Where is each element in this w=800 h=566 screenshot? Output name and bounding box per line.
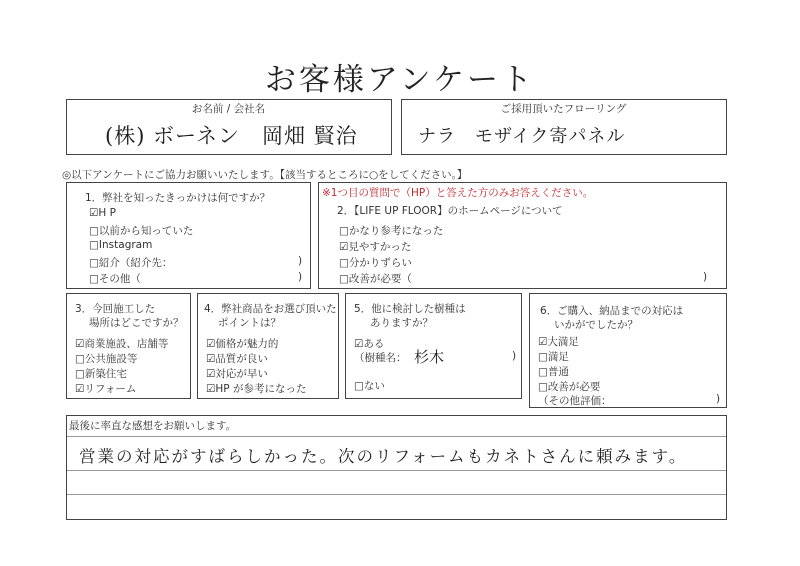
question-2-note: ※1つ目の質問で（HP）と答えた方のみお答えください。 [322, 187, 594, 199]
q4-option-hp-helpful[interactable]: ☑HP が参考になった [206, 383, 307, 395]
flooring-box [401, 99, 727, 155]
q1-option-referral[interactable]: □紹介（紹介先： [89, 257, 173, 269]
instruction-text: ◎以下アンケートにご協力お願いいたします。【該当するところに○をしてください。】 [62, 169, 468, 181]
q4-option-quality[interactable]: ☑品質が良い [206, 353, 268, 365]
comments-rule-3 [67, 494, 726, 495]
question-3-box [66, 293, 191, 399]
q6-option-very-satisfied[interactable]: ☑大満足 [538, 336, 579, 348]
comments-rule-1 [67, 436, 726, 437]
q5-species-label: （樹種名： [354, 352, 407, 364]
comments-value: 営業の対応がすばらしかった。次のリフォームもカネトさんに頼みます。 [79, 447, 688, 466]
flooring-label: ご採用頂いたフローリング [500, 103, 627, 115]
survey-title: お客様アンケート [264, 62, 536, 98]
question-5-box [345, 293, 522, 399]
q2-option-hard-to-understand[interactable]: □分かりずらい [339, 257, 412, 269]
comments-box [66, 415, 727, 520]
question-6-line2: いかがでしたか？ [554, 319, 638, 331]
comments-label: 最後に率直な感想をお願いします。 [69, 420, 237, 432]
q2-option-easy-to-see[interactable]: ☑見やすかった [339, 241, 412, 253]
q2-close-paren: ) [703, 271, 708, 283]
q2-option-very-helpful[interactable]: □かなり参考になった [339, 225, 444, 237]
q1-other-close-paren: ) [298, 271, 303, 283]
question-3-line2: 場所はどこですか？ [89, 317, 184, 329]
q1-option-known-before[interactable]: □以前から知っていた [89, 225, 194, 237]
q6-option-normal[interactable]: □普通 [538, 366, 569, 378]
q6-option-satisfied[interactable]: □満足 [538, 351, 569, 363]
q5-option-no[interactable]: □ない [354, 380, 385, 392]
q6-close-paren: ) [716, 393, 721, 405]
q4-option-response[interactable]: ☑対応が早い [206, 368, 268, 380]
question-3-line1: 3．今回施工した [75, 303, 156, 315]
q6-other-evaluation[interactable]: （その他評価： [538, 395, 612, 407]
q3-option-reform[interactable]: ☑リフォーム [75, 383, 137, 395]
name-value: (株) ボーネン 岡畑 賢治 [105, 124, 358, 148]
comments-rule-2 [67, 470, 726, 471]
question-5-line1: 5．他に検討した樹種は [354, 303, 466, 315]
question-6-line1: 6．ご購入、納品までの対応は [540, 305, 684, 317]
q6-option-needs-improvement[interactable]: □改善が必要 [538, 381, 601, 393]
q4-option-price[interactable]: ☑価格が魅力的 [206, 338, 279, 350]
name-label: お名前 / 会社名 [191, 103, 266, 115]
question-4-line2: ポイントは？ [218, 317, 281, 329]
flooring-value: ナラ モザイク寄パネル [418, 126, 626, 147]
name-box [66, 99, 392, 155]
question-1-text: 1．弊社を知ったきっかけは何ですか？ [85, 192, 271, 204]
question-4-box [197, 293, 339, 399]
q3-option-public[interactable]: □公共施設等 [75, 353, 138, 365]
question-1-box [66, 182, 311, 289]
question-4-line1: 4．弊社商品をお選び頂いた [204, 303, 337, 315]
q1-option-hp[interactable]: ☑H P [89, 207, 116, 219]
question-2-box [318, 182, 727, 289]
question-5-line2: ありますか？ [370, 317, 433, 329]
q5-option-yes[interactable]: ☑ある [354, 338, 385, 350]
question-2-text: 2．【LIFE UP FLOOR】のホームページについて [337, 205, 563, 217]
q1-option-other[interactable]: □その他（ [89, 273, 141, 285]
q1-option-instagram[interactable]: □Instagram [89, 239, 153, 251]
q3-option-new-house[interactable]: □新築住宅 [75, 368, 127, 380]
q5-close-paren: ) [512, 350, 517, 362]
q1-referral-close-paren: ) [298, 255, 303, 267]
question-6-box [529, 293, 727, 408]
q2-option-needs-improvement[interactable]: □改善が必要（ [339, 273, 412, 285]
q3-option-commercial[interactable]: ☑商業施設、店舗等 [75, 338, 169, 350]
q5-species-value: 杉木 [414, 348, 445, 366]
